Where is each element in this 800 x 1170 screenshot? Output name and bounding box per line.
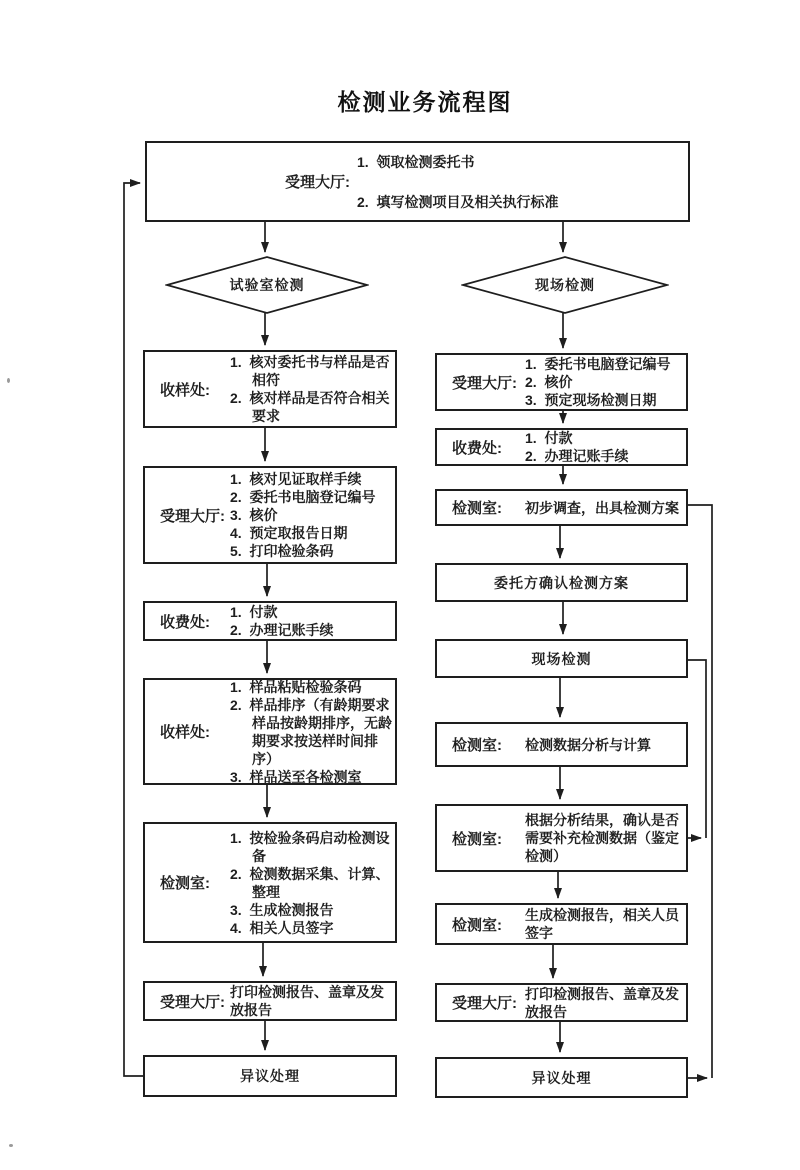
list-item: 1. 领取检测委托书 <box>357 153 475 170</box>
node-text: 检测数据分析与计算 <box>525 736 651 753</box>
list-item: 2. 办理记账手续 <box>525 448 629 464</box>
node-text: 打印检测报告、盖章及发放报告 <box>230 984 384 1018</box>
list-item: 2. 办理记账手续 <box>230 622 334 638</box>
node-label: 受理大厅: <box>160 993 225 1011</box>
lab-step-reception-register <box>143 466 397 564</box>
node-label: 受理大厅: <box>160 507 225 525</box>
node-text: 打印检测报告、盖章及发放报告 <box>525 985 679 1020</box>
node-label: 检测室: <box>452 830 502 848</box>
scan-speck <box>9 1144 13 1147</box>
decision-site-test <box>461 255 669 315</box>
node-text: 现场检测 <box>531 650 592 667</box>
lab-step-dispute <box>143 1055 397 1097</box>
list-item: 5. 打印检验条码 <box>230 543 334 559</box>
list-item: 1. 核对见证取样手续 <box>230 471 362 487</box>
site-step-client-confirm <box>435 563 688 602</box>
loop-dispute-to-start <box>124 183 143 1076</box>
loop-retest-line <box>688 660 706 838</box>
node-label: 收费处: <box>160 613 210 631</box>
lab-step-report-issue <box>143 981 397 1021</box>
node-label: 收样处: <box>160 381 210 399</box>
list-item: 2. 检测数据采集、计算、整理 <box>230 865 390 900</box>
node-text: 委托方确认检测方案 <box>494 574 629 591</box>
decision-label: 现场检测 <box>535 277 595 293</box>
site-step-supplementary-check <box>435 804 688 872</box>
list-item: 2. 样品排序（有龄期要求样品按龄期排序，无龄期要求按送样时间排序） <box>230 696 392 767</box>
site-step-report-generate <box>435 903 688 945</box>
list-item: 1. 委托书电脑登记编号 <box>525 356 671 372</box>
node-label: 收样处: <box>160 724 210 741</box>
list-item: 2. 填写检测项目及相关执行标准 <box>357 193 559 210</box>
list-item: 4. 相关人员签字 <box>230 919 334 936</box>
list-item: 1. 按检验条码启动检测设备 <box>230 829 390 864</box>
node-text: 根据分析结果，确认是否需要补充检测数据（鉴定检测） <box>525 812 679 864</box>
list-item: 1. 样品粘贴检验条码 <box>230 678 362 695</box>
node-text: 生成检测报告，相关人员签字 <box>525 907 679 941</box>
list-item: 2. 核价 <box>525 374 573 390</box>
node-label: 受理大厅: <box>452 995 517 1012</box>
page-title: 检测业务流程图 <box>337 89 513 115</box>
node-label: 检测室: <box>452 916 502 934</box>
site-step-reception-register <box>435 353 688 411</box>
list-item: 1. 付款 <box>525 430 573 446</box>
node-label: 受理大厅: <box>285 174 350 191</box>
site-step-preliminary-survey <box>435 489 688 526</box>
site-step-report-issue <box>435 983 688 1022</box>
list-item: 3. 生成检测报告 <box>230 901 334 918</box>
node-label: 受理大厅: <box>452 374 517 392</box>
node-text: 异议处理 <box>240 1068 300 1084</box>
lab-step-sample-check <box>143 350 397 428</box>
site-step-payment <box>435 428 688 466</box>
list-item: 2. 委托书电脑登记编号 <box>230 489 376 505</box>
node-label: 收费处: <box>452 439 502 457</box>
site-step-onsite-testing <box>435 639 688 678</box>
lab-step-sample-sorting <box>143 678 397 785</box>
list-item: 1. 付款 <box>230 604 278 620</box>
lab-step-payment <box>143 601 397 641</box>
lab-step-testing <box>143 822 397 943</box>
decision-lab-test <box>165 255 369 315</box>
site-step-dispute <box>435 1057 688 1098</box>
list-item: 1. 核对委托书与样品是否相符 <box>230 354 390 388</box>
node-label: 检测室: <box>160 875 210 892</box>
site-step-data-analysis <box>435 722 688 767</box>
list-item: 3. 核价 <box>230 507 278 523</box>
node-text: 异议处理 <box>531 1069 592 1086</box>
node-label: 检测室: <box>452 737 502 754</box>
list-item: 2. 核对样品是否符合相关要求 <box>230 390 390 424</box>
loop-site-dispute-line <box>688 505 712 1078</box>
node-label: 检测室: <box>452 500 502 517</box>
decision-label: 试验室检测 <box>229 277 305 293</box>
list-item: 4. 预定取报告日期 <box>230 525 348 541</box>
list-item: 3. 样品送至各检测室 <box>230 768 362 785</box>
node-start-reception <box>145 141 690 222</box>
scan-speck <box>7 378 10 383</box>
list-item: 3. 预定现场检测日期 <box>525 392 657 408</box>
node-text: 初步调查，出具检测方案 <box>525 499 679 516</box>
